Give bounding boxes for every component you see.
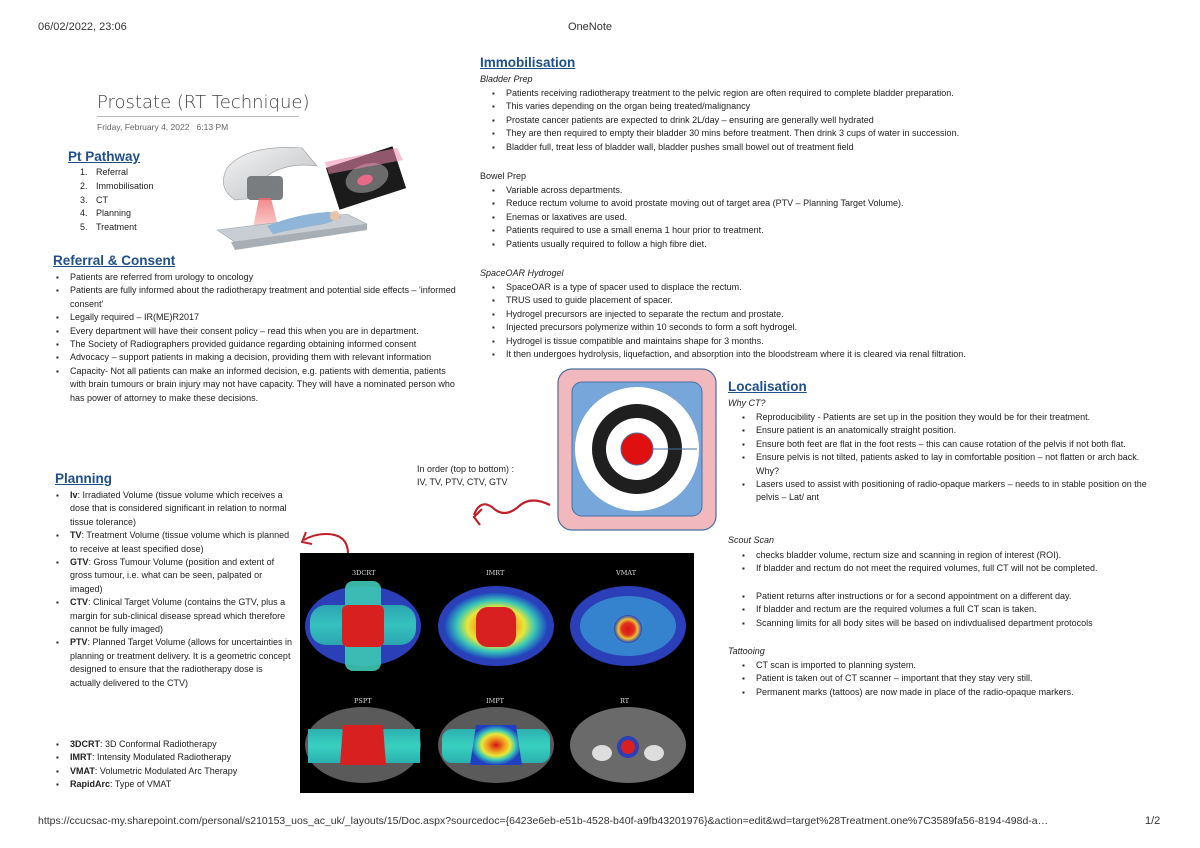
panel-label-pspt: PSPT	[354, 697, 372, 705]
pathway-list	[70, 166, 190, 235]
print-datetime: 06/02/2022, 23:06	[38, 21, 127, 33]
spaceoar-heading: SpaceOAR Hydrogel	[480, 268, 564, 278]
tattooing-list	[730, 659, 1160, 699]
print-url: https://ccucsac-my.sharepoint.com/personal/s210153_uos_ac_uk/_layouts/15/Doc.aspx?sourcedoc={6423e6eb-e51b-4528-b40f-a9fb43201976}&action=edit&wd=target%28Treatment.one%7C3589fa56-8194-498d-a…	[38, 815, 1049, 827]
arrow-to-planning	[296, 526, 356, 556]
panel-label-imrt: IMRT	[486, 569, 505, 577]
bowel-prep-item: ▪ Variable across departments.	[480, 184, 1160, 197]
technique-item: ▪ RapidArc: Type of VMAT	[44, 778, 304, 791]
bowel-prep-item: ▪ Patients usually required to follow a high fibre diet.	[480, 238, 1160, 251]
referral-list	[44, 271, 462, 405]
why-ct-heading: Why CT?	[728, 398, 766, 408]
target-volume-item: ▪ PTV: Planned Target Volume (allows for uncertainties in planning or treatment delivery. It is a geometric concept designed to ensure that the radiotherapy dose is actually delivered to the CTV)	[44, 636, 294, 690]
scout-scan-item: ▪ If bladder and rectum do not meet the required volumes, full CT will not be completed.	[730, 562, 1160, 575]
order-note-line2: IV, TV, PTV, CTV, GTV	[417, 477, 508, 487]
target-volumes-list	[44, 489, 294, 690]
target-volume-item: ▪ CTV: Clinical Target Volume (contains the GTV, plus a margin for sub-clinical disease spread which therefore cannot be fully imaged)	[44, 596, 294, 636]
bladder-prep-item: ▪ Prostate cancer patients are expected to drink 2L/day – ensuring are generally well hydrated	[480, 114, 1160, 127]
dose-distribution-figure	[300, 553, 694, 793]
panel-label-3dcrt: 3DCRT	[352, 569, 376, 577]
why-ct-item: ▪ Ensure patient is an anatomically straight position.	[730, 424, 1160, 437]
scout-scan-list-2	[730, 590, 1160, 630]
referral-item: ▪ Advocacy – support patients in making a decision, providing them with relevant information	[44, 351, 462, 364]
bladder-prep-item: ▪ They are then required to empty their bladder 30 mins before treatment. Then drink 3 cups of water in succession.	[480, 127, 1160, 140]
planning-heading: Planning	[55, 471, 112, 486]
pathway-heading: Pt Pathway	[68, 149, 141, 164]
bladder-prep-item: ▪ Patients receiving radiotherapy treatment to the pelvic region are often required to complete bladder preparation.	[480, 87, 1160, 100]
pathway-item: 2. Immobilisation	[80, 180, 154, 191]
scout-scan-heading: Scout Scan	[728, 535, 775, 545]
pathway-item: 1. Referral	[80, 167, 129, 177]
referral-heading: Referral & Consent	[53, 253, 176, 268]
page-date-text: Friday, February 4, 2022	[97, 122, 190, 132]
page-date	[97, 122, 228, 132]
spaceoar-item: ▪ It then undergoes hydrolysis, liquefaction, and absorption into the bloodstream where it is cleared via renal filtration.	[480, 348, 1160, 361]
why-ct-list	[730, 411, 1160, 505]
tattooing-item: ▪ CT scan is imported to planning system.	[730, 659, 1160, 672]
scout-scan-item: ▪ checks bladder volume, rectum size and scanning in region of interest (ROI).	[730, 549, 1160, 562]
referral-item: ▪ Patients are fully informed about the radiotherapy treatment and potential side effects – 'informed consent'	[44, 284, 462, 311]
spaceoar-item: ▪ Injected precursors polymerize within 10 seconds to form a soft hydrogel.	[480, 321, 1160, 334]
spaceoar-item: ▪ SpaceOAR is a type of spacer used to displace the rectum.	[480, 281, 1160, 294]
referral-item: ▪ Capacity- Not all patients can make an informed decision, e.g. patients with dementia, patients with brain tumours or brain injury may not have capacity. They will have a nominated person who has power of attorney to make these decisions.	[44, 365, 462, 405]
bowel-prep-list	[480, 184, 1160, 251]
pathway-item: 4. Planning	[80, 208, 132, 219]
bowel-prep-heading: Bowel Prep	[480, 171, 527, 181]
page-time-text: 6:13 PM	[196, 122, 229, 132]
scout-scan-item: ▪ Scanning limits for all body sites will be based on indivdualised department protocols	[730, 617, 1160, 630]
immobilisation-heading: Immobilisation	[480, 55, 576, 70]
scout-scan-item: ▪ If bladder and rectum are the required volumes a full CT scan is taken.	[730, 603, 1160, 616]
bladder-prep-item: ▪ Bladder full, treat less of bladder wall, bladder pushes small bowel out of treatment field	[480, 141, 1160, 154]
bowel-prep-item: ▪ Reduce rectum volume to avoid prostate moving out of target area (PTV – Planning Target Volume).	[480, 197, 1160, 210]
panel-label-vmat: VMAT	[616, 569, 637, 577]
pathway-item: 3. CT	[80, 194, 108, 205]
bladder-prep-list	[480, 87, 1160, 154]
bowel-prep-item: ▪ Enemas or laxatives are used.	[480, 211, 1160, 224]
referral-item: ▪ Every department will have their consent policy – read this when you are in department.	[44, 325, 462, 338]
linac-illustration	[207, 138, 407, 256]
spaceoar-item: ▪ Hydrogel is tissue compatible and maintains shape for 3 months.	[480, 335, 1160, 348]
techniques-list	[44, 738, 304, 792]
why-ct-item: ▪ Lasers used to assist with positioning of radio-opaque markers – needs to in stable position on the pelvis – Lat/ ant	[730, 478, 1160, 505]
spaceoar-list	[480, 281, 1160, 361]
title-underline	[97, 116, 299, 117]
panel-label-rt: RT	[620, 697, 630, 705]
referral-item: ▪ The Society of Radiographers provided guidance regarding obtaining informed consent	[44, 338, 462, 351]
spaceoar-item: ▪ TRUS used to guide placement of spacer.	[480, 294, 1160, 307]
why-ct-item: ▪ Reproducibility - Patients are set up in the position they would be for their treatment.	[730, 411, 1160, 424]
panel-label-impt: IMPT	[486, 697, 504, 705]
scout-scan-list-1	[730, 549, 1160, 576]
target-volumes-diagram	[557, 368, 717, 531]
localisation-heading: Localisation	[728, 379, 807, 394]
order-note-line1: In order (top to bottom) :	[417, 464, 515, 474]
bowel-prep-item: ▪ Patients required to use a small enema 1 hour prior to treatment.	[480, 224, 1160, 237]
why-ct-item: ▪ Ensure both feet are flat in the foot rests – this can cause rotation of the pelvis if not both flat.	[730, 438, 1160, 451]
scout-scan-item: ▪ Patient returns after instructions or for a second appointment on a different day.	[730, 590, 1160, 603]
technique-item: ▪ VMAT: Volumetric Modulated Arc Therapy	[44, 765, 304, 778]
tattooing-heading: Tattooing	[728, 646, 765, 656]
technique-item: ▪ IMRT: Intensity Modulated Radiotherapy	[44, 751, 304, 764]
target-volume-item: ▪ TV: Treatment Volume (tissue volume which is planned to receive at least specified dose)	[44, 529, 294, 556]
bladder-prep-item: ▪ This varies depending on the organ being treated/malignancy	[480, 100, 1160, 113]
bladder-prep-heading: Bladder Prep	[480, 74, 533, 84]
tattooing-item: ▪ Patient is taken out of CT scanner – important that they stay very still.	[730, 672, 1160, 685]
technique-item: ▪ 3DCRT: 3D Conformal Radiotherapy	[44, 738, 304, 751]
pathway-item: 5. Treatment	[80, 222, 137, 233]
referral-item: ▪ Legally required – IR(ME)R2017	[44, 311, 462, 324]
print-app-name: OneNote	[568, 21, 613, 33]
referral-item: ▪ Patients are referred from urology to oncology	[44, 271, 462, 284]
why-ct-item: ▪ Ensure pelvis is not tilted, patients asked to lay in comfortable position – not flatten or arch back. Why?	[730, 451, 1160, 478]
page-title: Prostate (RT Technique)	[97, 92, 310, 113]
target-volume-item: ▪ Iv: Irradiated Volume (tissue volume which receives a dose that is considered significant in relation to normal tissue tolerance)	[44, 489, 294, 529]
arrow-to-diagram	[470, 485, 560, 535]
target-volume-item: ▪ GTV: Gross Tumour Volume (position and extent of gross tumour, i.e. what can be seen, palpated or imaged)	[44, 556, 294, 596]
spaceoar-item: ▪ Hydrogel precursors are injected to separate the rectum and prostate.	[480, 308, 1160, 321]
print-page-number: 1/2	[1145, 815, 1161, 827]
tattooing-item: ▪ Permanent marks (tattoos) are now made in place of the radio-opaque markers.	[730, 686, 1160, 699]
